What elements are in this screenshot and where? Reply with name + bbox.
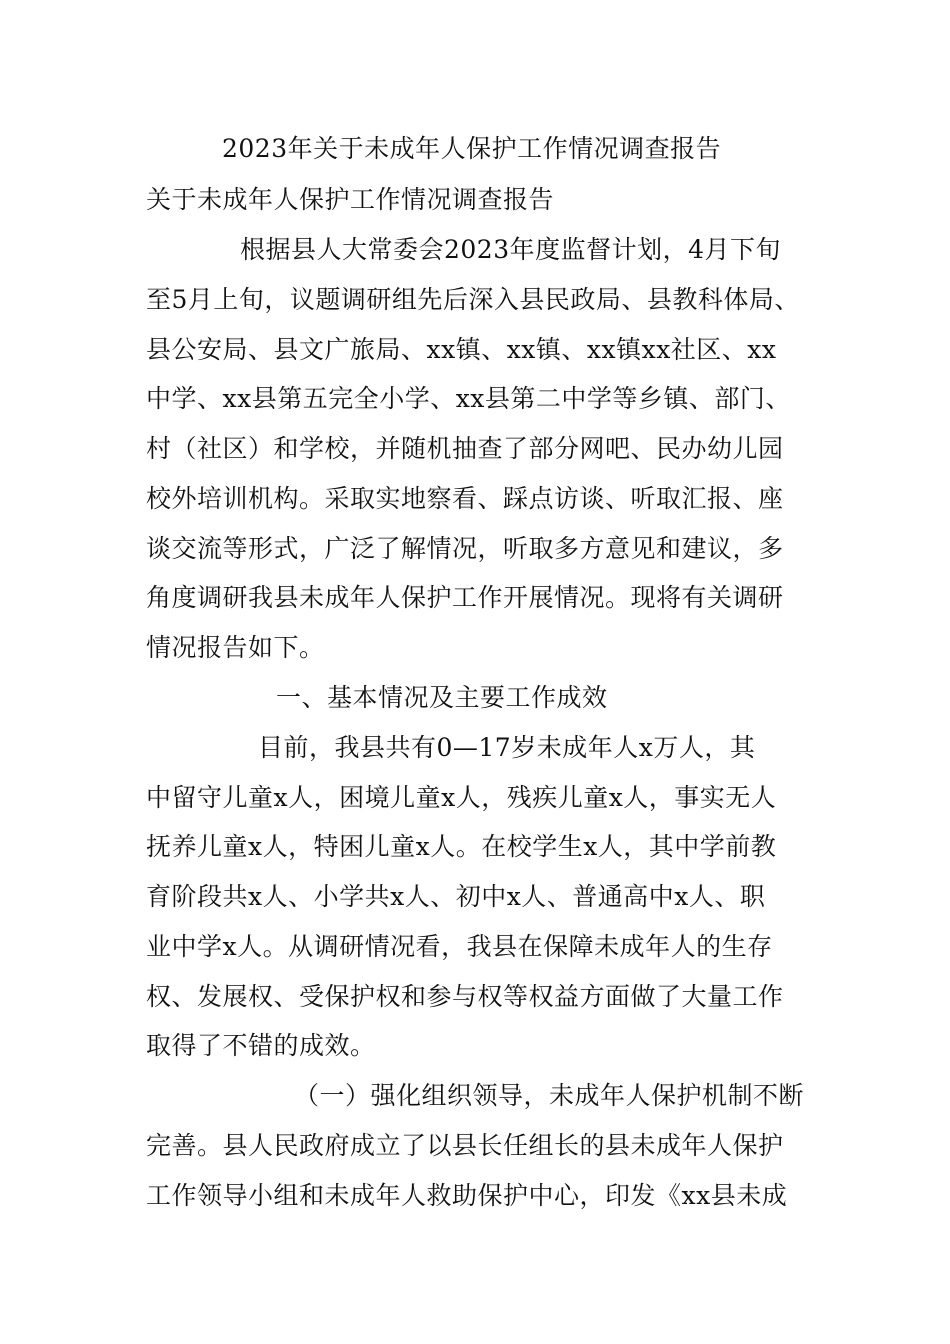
- paragraph-line: 至5月上旬，议题调研组先后深入县民政局、县教科体局、: [146, 285, 800, 314]
- paragraph-line: 目前，我县共有0—17岁未成年人x万人，其: [258, 733, 756, 762]
- paragraph-line: 情况报告如下。: [146, 633, 325, 662]
- paragraph-line: 取得了不错的成效。: [146, 1031, 376, 1060]
- document-title: 2023年关于未成年人保护工作情况调查报告: [222, 134, 722, 163]
- document-subtitle: 关于未成年人保护工作情况调查报告: [146, 185, 555, 214]
- paragraph-line: 育阶段共x人、小学共x人、初中x人、普通高中x人、职: [146, 882, 766, 911]
- paragraph-line: 权、发展权、受保护权和参与权等权益方面做了大量工作: [146, 982, 784, 1011]
- paragraph-line: （一）强化组织领导，未成年人保护机制不断: [294, 1081, 805, 1110]
- paragraph-line: 抚养儿童x人，特困儿童x人。在校学生x人，其中学前教: [146, 832, 777, 861]
- paragraph-line: 角度调研我县未成年人保护工作开展情况。现将有关调研: [146, 583, 784, 612]
- paragraph-line: 工作领导小组和未成年人救助保护中心，印发《xx县未成: [146, 1181, 788, 1210]
- paragraph-line: 根据县人大常委会2023年度监督计划，4月下旬: [240, 235, 782, 264]
- paragraph-line: 中留守儿童x人，困境儿童x人，残疾儿童x人，事实无人: [146, 783, 777, 812]
- paragraph-line: 谈交流等形式，广泛了解情况，听取多方意见和建议，多: [146, 534, 784, 563]
- paragraph-line: 县公安局、县文广旅局、xx镇、xx镇、xx镇xx社区、xx: [146, 335, 777, 364]
- paragraph-line: 业中学x人。从调研情况看，我县在保障未成年人的生存: [146, 932, 773, 961]
- paragraph-line: 完善。县人民政府成立了以县长任组长的县未成年人保护: [146, 1131, 784, 1160]
- section-heading: 一、基本情况及主要工作成效: [276, 683, 608, 712]
- paragraph-line: 中学、xx县第五完全小学、xx县第二中学等乡镇、部门、: [146, 384, 791, 413]
- paragraph-line: 村（社区）和学校，并随机抽查了部分网吧、民办幼儿园: [146, 434, 784, 463]
- paragraph-line: 校外培训机构。采取实地察看、踩点访谈、听取汇报、座: [146, 484, 784, 513]
